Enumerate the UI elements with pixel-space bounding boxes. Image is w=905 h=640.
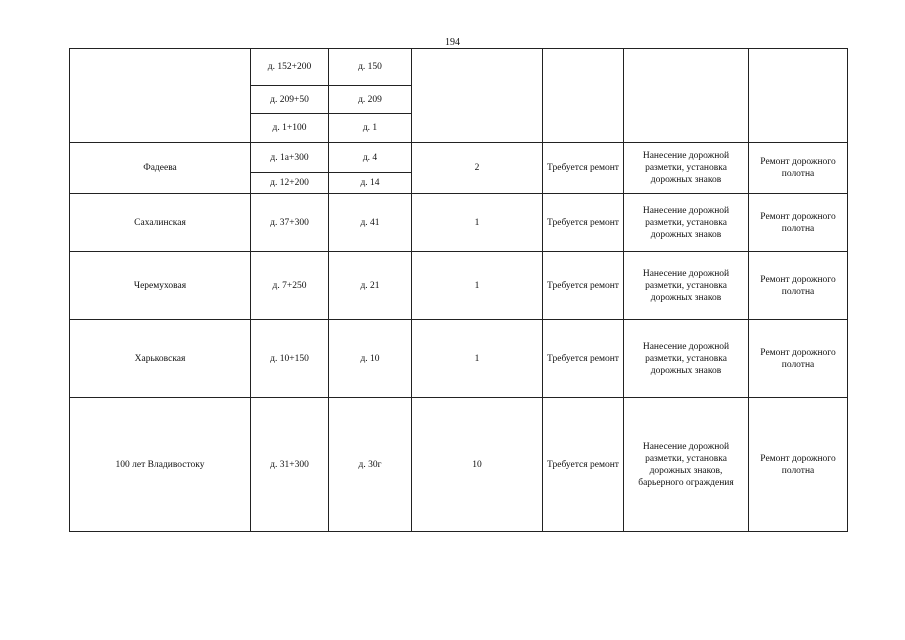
street-cell: Фадеева — [70, 143, 251, 194]
table-row — [70, 252, 848, 320]
status-cell: Требуется ремонт — [543, 252, 624, 320]
segment-from-cell: д. 12+200 — [251, 173, 329, 194]
count-cell — [412, 49, 543, 143]
marking-cell: Нанесение дорожной разметки, установка дорожных знаков — [624, 252, 749, 320]
road-work-cell: Ремонт дорожного полотна — [749, 320, 848, 398]
segment-to-cell: д. 14 — [329, 173, 412, 194]
segment-to-cell: д. 21 — [329, 252, 412, 320]
road-work-cell: Ремонт дорожного полотна — [749, 194, 848, 252]
segment-from-cell: д. 209+50 — [251, 86, 329, 114]
segment-to-cell: д. 30г — [329, 398, 412, 532]
segment-from-cell: д. 1+100 — [251, 114, 329, 143]
marking-cell: Нанесение дорожной разметки, установка дорожных знаков — [624, 143, 749, 194]
road-repair-table — [69, 48, 848, 532]
street-cell: Черемуховая — [70, 252, 251, 320]
status-cell: Требуется ремонт — [543, 320, 624, 398]
segment-to-cell: д. 150 — [329, 49, 412, 86]
table-row — [70, 320, 848, 398]
road-work-cell: Ремонт дорожного полотна — [749, 143, 848, 194]
table-row — [70, 143, 848, 173]
road-work-cell: Ремонт дорожного полотна — [749, 252, 848, 320]
status-cell — [543, 49, 624, 143]
status-cell: Требуется ремонт — [543, 398, 624, 532]
street-cell: Харьковская — [70, 320, 251, 398]
street-cell: 100 лет Владивостоку — [70, 398, 251, 532]
segment-to-cell: д. 209 — [329, 86, 412, 114]
segment-from-cell: д. 152+200 — [251, 49, 329, 86]
marking-cell: Нанесение дорожной разметки, установка дорожных знаков — [624, 320, 749, 398]
table-row — [70, 194, 848, 252]
marking-cell — [624, 49, 749, 143]
count-cell: 10 — [412, 398, 543, 532]
segment-to-cell: д. 41 — [329, 194, 412, 252]
count-cell: 2 — [412, 143, 543, 194]
marking-cell: Нанесение дорожной разметки, установка дорожных знаков — [624, 194, 749, 252]
segment-from-cell: д. 10+150 — [251, 320, 329, 398]
segment-to-cell: д. 10 — [329, 320, 412, 398]
segment-from-cell: д. 1а+300 — [251, 143, 329, 173]
segment-from-cell: д. 31+300 — [251, 398, 329, 532]
count-cell: 1 — [412, 194, 543, 252]
table-row — [70, 49, 848, 86]
segment-to-cell: д. 4 — [329, 143, 412, 173]
road-work-cell: Ремонт дорожного полотна — [749, 398, 848, 532]
marking-cell: Нанесение дорожной разметки, установка дорожных знаков, барьерного ограждения — [624, 398, 749, 532]
street-cell: Сахалинская — [70, 194, 251, 252]
segment-to-cell: д. 1 — [329, 114, 412, 143]
status-cell: Требуется ремонт — [543, 194, 624, 252]
status-cell: Требуется ремонт — [543, 143, 624, 194]
count-cell: 1 — [412, 252, 543, 320]
table-row — [70, 398, 848, 532]
street-cell — [70, 49, 251, 143]
segment-from-cell: д. 37+300 — [251, 194, 329, 252]
segment-from-cell: д. 7+250 — [251, 252, 329, 320]
road-work-cell — [749, 49, 848, 143]
count-cell: 1 — [412, 320, 543, 398]
page-number: 194 — [445, 37, 460, 48]
